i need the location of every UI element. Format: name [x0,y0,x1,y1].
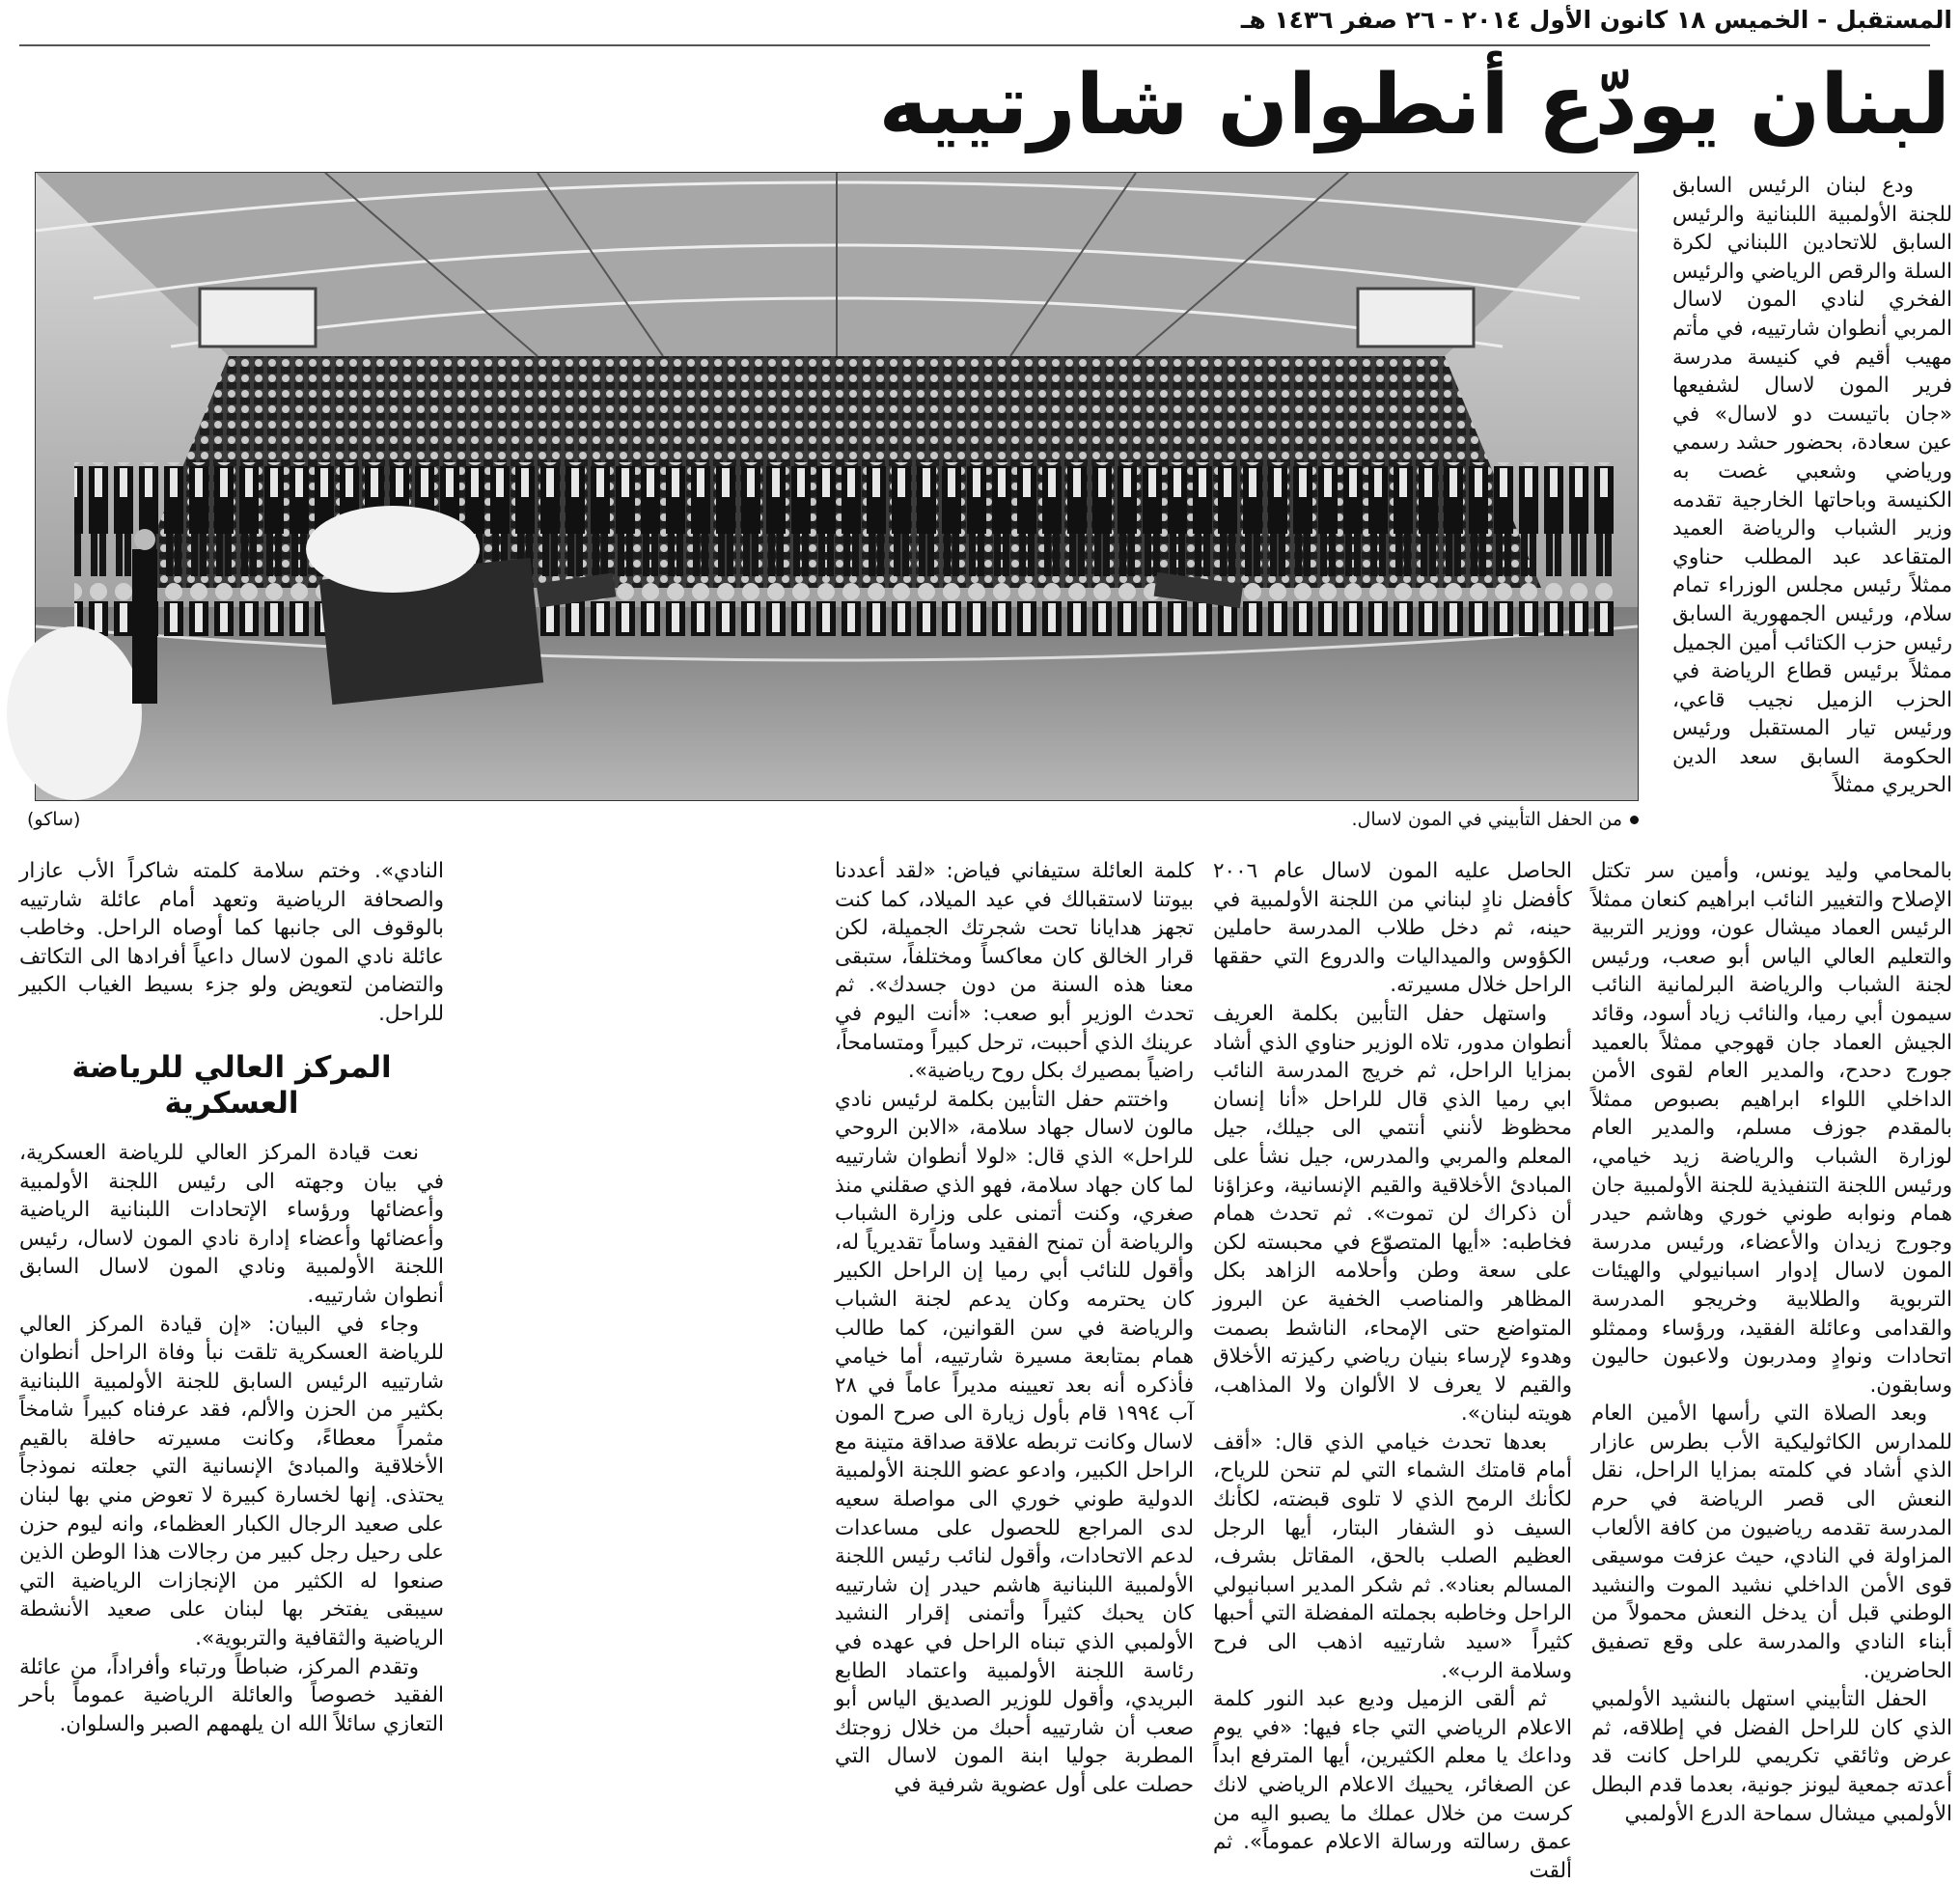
paragraph: الحفل التأبيني استهل بالنشيد الأولمبي الذي كان للراحل الفضل في إطلاقه، ثم عرض وثائقي تكريمي للراحل كانت قد أعدته جمعية ليونز جونية، بعدما قدم البطل الأولمبي ميشال سماحة الدرع الأولمبي [1591,1687,1952,1826]
paragraph: نعت قيادة المركز العالي للرياضة العسكرية، في بيان وجهته الى رئيس اللجنة الأولمبية وأعضائها ورؤساء الإتحادات اللبنانية الرياضية وأعضائها وأعضاء إدارة نادي المون لاسال، رئيس اللجنة الأولمبية ونادي المون لاسال السابق أنطوان شارتييه. [19,1140,444,1308]
paragraph: واختتم حفل التأبين بكلمة لرئيس نادي مالون لاسال جهاد سلامة، «الابن الروحي للراحل» الذي قال: «لولا أنطوان شارتييه لما كان جهاد سلامة، فهو الذي صقلني منذ صغري، وكنت أتمنى على وزارة الشباب والرياضة أن تمنح الفقيد وساماً تقديرياً له، وأقول للنائب أبي رميا إن الراحل الكبير كان يحترمه وكان يدعم لجنة الشباب والرياضة في سن القوانين، كما طالب همام بمتابعة مسيرة شارتييه، أما خيامي فأذكره أنه بعد تعيينه مديراً عاماً في ٢٨ آب ١٩٩٤ قام بأول زيارة الى صرح المون لاسال وكانت تربطه علاقة صداقة متينة مع الراحل الكبير، وادعو عضو اللجنة الأولمبية الدولية طوني خوري الى مواصلة سعيه لدى المراجع للحصول على مساعدات لدعم الاتحادات، وأقول لنائب رئيس اللجنة الأولمبية اللبنانية هاشم حيدر إن شارتييه كان يحبك كثيراً وأتمنى إقرار النشيد الأولمبي الذي تبناه الراحل في عهده في رئاسة اللجنة الأولمبية واعتماد الطابع البريدي، وأقول للوزير الصديق الياس أبو صعب أن شارتييه أحبك من خلال زوجتك المطربة جوليا ابنة المون لاسال التي حصلت على أول عضوية شرفية في [835,1087,1194,1797]
headline: لبنان يودّع أنطوان شارتييه [878,57,1950,153]
column-2 [1213,857,1572,1883]
photo-illustration [36,173,1638,800]
funeral-ceremony-photo [35,172,1639,801]
paragraph: بعدها تحدث خيامي الذي قال: «أقف أمام قامتك الشماء التي لم تنحن للرياح، لكأنك الرمح الذي لا تلوى قبضته، لكأنك السيف ذو الشفار البتار، أيها الرجل العظيم الصلب بالحق، المقاتل بشرف، المسالم بعناد». ثم شكر المدير اسبانيولي الراحل وخاطبه بجملته المفضلة التي أحبها كثيراً «سيد شارتييه اذهب الى فرح وسلامة الرب». [1213,1429,1572,1683]
paragraph: كلمة العائلة ستيفاني فياض: «لقد أعددنا بيوتنا لاستقبالك في عيد الميلاد، كما كنت تجهز هدايانا تحت شجرتك الجميلة، لكن قرار الخالق كان معاكساً ومختلفاً، ستبقى معنا هذه السنة من دون جسدك». ثم تحدث الوزير أبو صعب: «أنت اليوم في عرينك الذي أحببت، ترحل كبيراً ومتسامحاً، راضياً بمصيرك بكل روح رياضية». [835,859,1194,1084]
paragraph: ودع لبنان الرئيس السابق للجنة الأولمبية اللبنانية والرئيس السابق للاتحادين اللبناني لكرة السلة والرقص الرياضي والرئيس الفخري لنادي المون لاسال المربي أنطوان شارتييه، في مأتم مهيب أقيم في كنيسة مدرسة فرير المون لاسال لشفيعها «جان باتيست دو لاسال» في عين سعادة، بحضور حشد رسمي ورياضي وشعبي غصت به الكنيسة وباحاتها الخارجية تقدمه وزير الشباب والرياضة العميد المتقاعد عبد المطلب حناوي ممثلاً رئيس مجلس الوزراء تمام سلام، ورئيس الجمهورية السابق رئيس حزب الكتائب أمين الجميل ممثلاً برئيس قطاع الرياضة في الحزب الزميل نجيب قاعي، ورئيس تيار المستقبل ورئيس الحكومة السابق سعد الدين الحريري ممثلاً [1672,174,1952,798]
paragraph: واستهل حفل التأبين بكلمة العريف أنطوان مدور، تلاه الوزير حناوي الذي أشاد بمزايا الراحل، ثم خريج المدرسة النائب ابي رميا الذي قال للراحل «أنا إنسان محظوظ لأنني أنتمي الى جيلك، جيل المعلم والمربي والمدرس، جيل نشأ على المبادئ الأخلاقية والقيم الإنسانية، وعزاؤنا أن ذكراك لن تموت». ثم تحدث همام فخاطبه: «أيها المتصوّع في محبسته لكن على سعة وطن وأحلامه الزاهد بكل المظاهر والمناصب الخفية عن البروز المتواضع حتى الإمحاء، الناشط بصمت وهدوء لإرساء بنيان رياضي ركيزته الأخلاق والقيم لا يعرف لا الألوان ولا المذاهب، هويته لبنان». [1213,1001,1572,1427]
photo-caption [1352,809,1639,830]
paragraph: ثم ألقى الزميل وديع عبد النور كلمة الاعلام الرياضي التي جاء فيها: «في يوم وداعك يا معلم الكثيرين، أيها المترفع ابداً عن الصغائر، يحييك الاعلام الرياضي لانك كرست من خلال عملك ما يصبو اليه من عمق رسالته ورسالة الاعلام عموماً». ثم ألقت [1213,1687,1572,1883]
paragraph: وجاء في البيان: «إن قيادة المركز العالي للرياضة العسكرية تلقت نبأ وفاة الراحل أنطوان شارتييه الرئيس السابق للجنة الأولمبية اللبنانية بكثير من الحزن والألم، فقد عرفناه كبيراً شامخاً مثمراً معطاءً، وكانت مسيرته حافلة بالقيم الأخلاقية والمبادئ الإنسانية التي جعلته نموذجاً يحتذى. إنها لخسارة كبيرة لا تعوض مني بها لبنان على صعيد الرجال الكبار العظماء، وانه ليوم حزن على رحيل رجل كبير من رجالات هذا الوطن الذين صنعوا له الكثير من الإنجازات الرياضية التي سيبقى يفتخر بها لبنان على صعيد الأنشطة الرياضية والثقافية والتربوية». [19,1312,444,1651]
photo-credit: (ساكو) [27,809,81,830]
bullet-icon [1630,816,1639,824]
paragraph: وبعد الصلاة التي رأسها الأمين العام للمدارس الكاثوليكية الأب بطرس عازار الذي أشاد في كلمته بمزايا الراحل، نقل النعش الى قصر الرياضة في حرم المدرسة تقدمه رياضيون من كافة الألعاب المزاولة في النادي، حيث عزفت موسيقى قوى الأمن الداخلي نشيد الموت والنشيد الوطني قبل أن يدخل النعش محمولاً من أبناء النادي والمدرسة على وقع تصفيق الحاضرين. [1591,1401,1952,1683]
paragraph: بالمحامي وليد يونس، وأمين سر تكتل الإصلاح والتغيير النائب ابراهيم كنعان ممثلاً الرئيس العماد ميشال عون، ووزير التربية والتعليم العالي الياس أبو صعب، ورئيس لجنة الشباب والرياضة البرلمانية النائب سيمون أبي رميا، والنائب زياد أسود، وقائد الجيش العماد جان قهوجي ممثلاً بالعميد جورج دحدح، والمدير العام لقوى الأمن الداخلي اللواء ابراهيم بصبوص ممثلاً بالمقدم جوزف مسلم، والمدير العام لوزارة الشباب والرياضة زيد خيامي، ورئيس اللجنة التنفيذية للجنة الأولمبية جان همام ونوابه طوني خوري وهاشم حيدر وجورج زيدان والأعضاء، ورئيس مدرسة المون لاسال إدوار اسبانيولي والهيئات التربوية والطلابية وخريجو المدرسة والقدامى وعائلة الفقيد، ورؤساء وممثلو اتحادات ونوادٍ ومدربون ولاعبون حاليون وسابقون. [1591,859,1952,1398]
column-4 [19,857,444,1736]
paragraph: الحاصل عليه المون لاسال عام ٢٠٠٦ كأفضل نادٍ لبناني من اللجنة الأولمبية في حينه، ثم دخل طلاب المدرسة حاملين الكؤوس والميداليات والدروع التي حققها الراحل خلال مسيرته. [1213,859,1572,998]
column-3 [835,857,1194,1797]
top-rule [19,44,1930,46]
paragraph: وتقدم المركز، ضباطاً ورتباء وأفراداً، من عائلة الفقيد خصوصاً والعائلة الرياضية عموماً بأحر التعازي سائلاً الله ان يلهمهم الصبر والسلوان. [19,1654,444,1736]
dateline: المستقبل - الخميس ١٨ كانون الأول ٢٠١٤ - ٢٦ صفر ١٤٣٦ هـ [1240,6,1952,34]
section-subhead: المركز العالي للرياضة العسكرية [71,1049,392,1121]
column-1-continued [1591,857,1952,1826]
caption-text: من الحفل التأبيني في المون لاسال. [1351,809,1622,830]
paragraph: النادي». وختم سلامة كلمته شاكراً الأب عازار والصحافة الرياضية وتعهد أمام عائلة شارتييه بالوقوف الى جانبها كما أوصاه الراحل. وخاطب عائلة نادي المون لاسال داعياً أفرادها الى التكاتف والتضامن لتعويض ولو جزء بسيط الغياب الكبير للراحل. [19,859,444,1026]
